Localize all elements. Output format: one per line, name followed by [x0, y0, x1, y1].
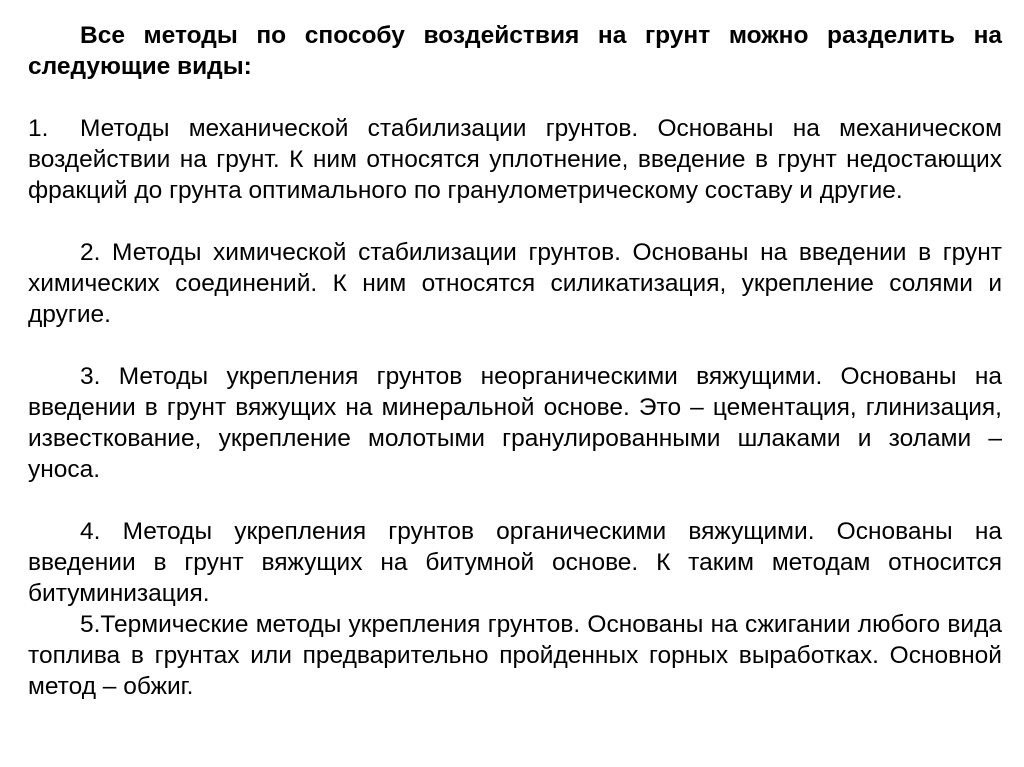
list-item-2: 2. Методы химической стабилизации грунтов. Основаны на введении в грунт химических соединений. К ним относятся силикатизация, укрепление солями и другие.: [28, 239, 1002, 328]
document-page: [28, 20, 1002, 702]
list-item-3: 3. Методы укрепления грунтов неорганическими вяжущими. Основаны на введении в грунт вяжущих на минеральной основе. Это – цементация, глинизация, известкование, укрепление молотыми гранулированными шлаками и золами – уноса.: [28, 363, 1002, 483]
list-item-1: [28, 113, 1002, 206]
document-heading: Все методы по способу воздействия на грунт можно разделить на следующие виды:: [28, 22, 1002, 80]
list-item-5: 5.Термические методы укрепления грунтов. Основаны на сжигании любого вида топлива в грунтах или предварительно пройденных горных выработках. Основной метод – обжиг.: [28, 611, 1002, 700]
list-item-4: 4. Методы укрепления грунтов органическими вяжущими. Основаны на введении в грунт вяжущих на битумной основе. К таким методам относится битуминизация.: [28, 518, 1002, 607]
list-item-1-text: Методы механической стабилизации грунтов. Основаны на механическом воздействии на грунт. К ним относятся уплотнение, введение в грунт недостающих фракций до грунта оптимального по гранулометрическому составу и другие.: [28, 115, 1002, 204]
list-item-1-number: 1.: [28, 115, 49, 142]
